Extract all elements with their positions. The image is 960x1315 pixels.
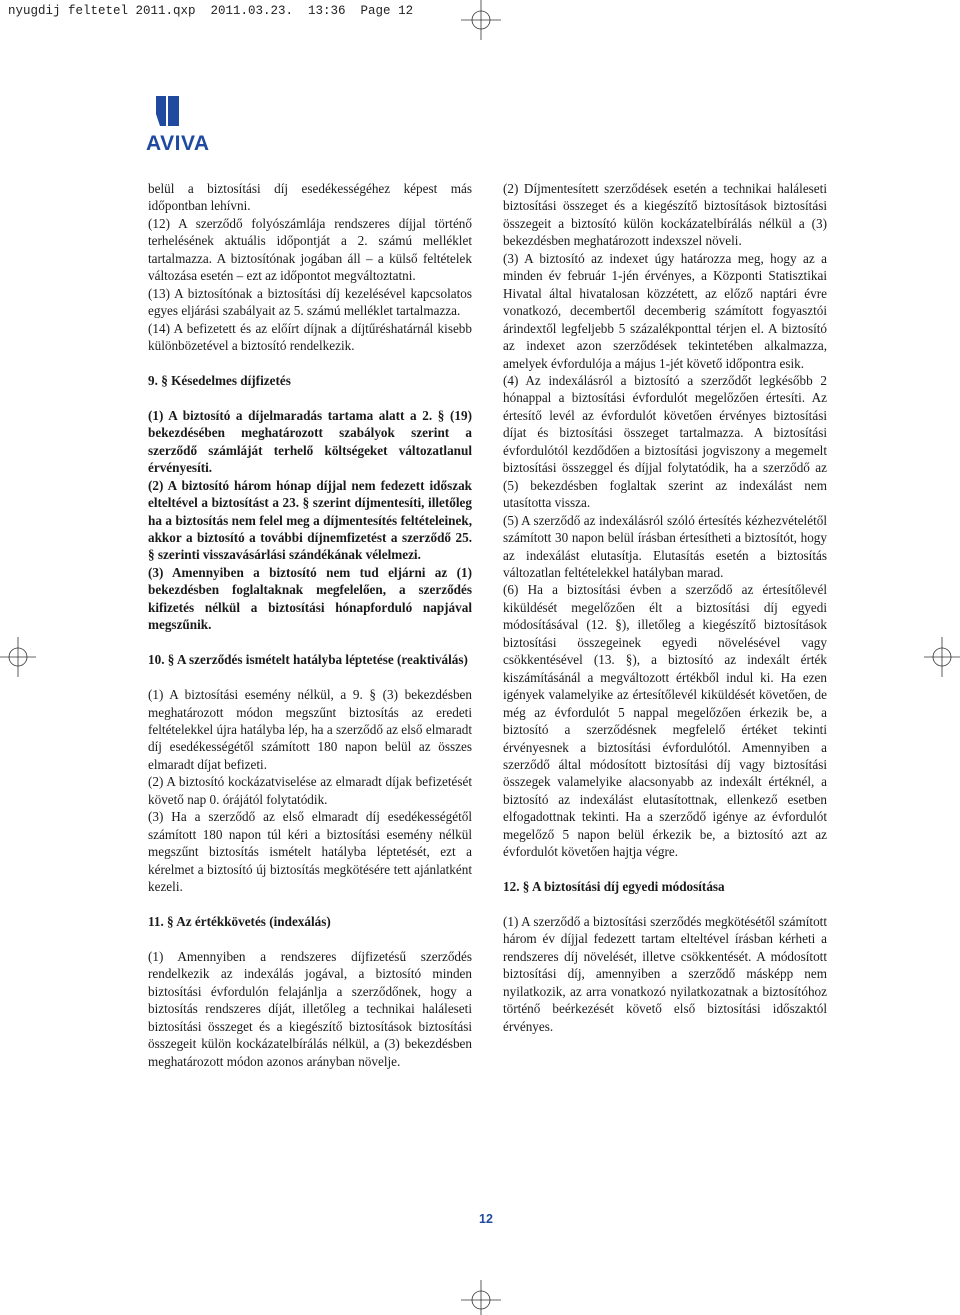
paragraph: (2) A biztosító három hónap díjjal nem fedezett időszak elteltével a biztosítást a 23. § szerint díjmentesíti, illetőleg ha a biztosítás nem felel meg a díjmentesítés feltételeinek, akkor a biztosító a további díjnemfizetést a szerződő 25. § szerinti visszavásárlási szándékának vélelmezi. [148, 477, 472, 563]
spacer [148, 896, 472, 913]
section-heading: 9. § Késedelmes díjfizetés [148, 372, 291, 388]
paragraph: (1) A biztosítási esemény nélkül, a 9. § (3) bekezdésben meghatározott módon megszűnt biztosítás az eredeti feltételekkel újra hatályba lép, ha a szerződő az első elmaradt díj esedékességétől számított 180 napon belül az összes elmaradt díjat befizeti. [148, 687, 472, 772]
logo-text: AVIVA [146, 132, 210, 155]
section-heading: 11. § Az értékkövetés (indexálás) [148, 913, 331, 929]
paragraph: (4) Az indexálásról a biztosító a szerződőt legkésőbb 2 hónappal a biztosítási évfordulót megelőzően értesíti. Az értesítő levél az évfordulót követően érvényes biztosítási díjat és biztosítási összeget tartalmazza. A biztosítási évfordulótól kezdődően a biztosítási jogviszony a megemelt biztosítási összeggel és díjjal folytatódik, ha a szerződő az (5) bekezdésben foglaltak szerint az indexálást nem utasította vissza. [503, 372, 827, 511]
paragraph: belül a biztosítási díj esedékességéhez képest más időpontban lehívni. [148, 181, 472, 214]
page-number: 12 [479, 1212, 493, 1226]
section-heading: 10. § A szerződés ismételt hatályba léptetése (reaktiválás) [148, 652, 468, 668]
spacer [148, 389, 472, 406]
registration-mark-bottom [461, 1280, 501, 1315]
paragraph: (3) A biztosító az indexet úgy határozza meg, hogy az a minden év február 1-jén érvényes, a Központi Statisztikai Hivatal által hivatalosan közzétett, az előző naptári évre vonatkozó, decembertől decemberig számított fogyasztói árindextől legfeljebb 5 százalékponttal térjen el. A biztosító az indexet azon szerződések tekintetében alkalmazza, amelyek évfordulója a május 1-jét követő időpontra esik. [503, 250, 827, 371]
spacer [148, 634, 472, 651]
spacer [503, 896, 827, 913]
paragraph: (6) Ha a biztosítási évben a szerződő az értesítőlevél kiküldését megelőzően élt a biztosítási díj egyedi módosításával (12. §), illetőleg a kiegészítő biztosítások biztosítási összegeinek egyedi növelésével vagy csökkentésével (13. §), a biztosító az indexált érték kiszámításánál a megváltozott értékből indul ki. Ha ezen igények valamelyike az értesítőlevél kiküldését követően, de még az évfordulót 5 nappal megelőzően érkezik be, a biztosító a szerződésnek megfelelő értéket tekinti érvényesnek a biztosítási évfordulótól. Amennyiben a szerződő által módosított biztosítási díj vagy biztosítási összegek valamelyike alacsonyabb az indexált értéknél, a biztosító az indexálást elutasítottnak, ellenkező esetben elfogadottnak tekinti. Ha a szerződő igénye az évfordulót megelőző 5 napon belül érkezik be, a biztosító azt az évfordulót követően hajtja végre. [503, 582, 827, 860]
paragraph: (1) A biztosító a díjelmaradás tartama alatt a 2. § (19) bekezdésében meghatározott szabályok szerint a szerződő számláját terhelő költségeket változatlanul érvényesíti. [148, 407, 472, 476]
spacer [503, 861, 827, 878]
left-column [148, 180, 472, 1070]
paragraph: (14) A befizetett és az előírt díjnak a díjtűréshatárnál kisebb különbözetével a biztosító rendelkezik. [148, 320, 472, 354]
paragraph: (3) Ha a szerződő az első elmaradt díj esedékességétől számított 180 napon túl kéri a biztosítási esemény nélkül megszűnt biztosítás ismételt hatályba léptetését, ezt a kérelmet a biztosító új biztosítás megkötésére tett ajánlatként kezeli. [148, 809, 472, 895]
spacer [148, 930, 472, 947]
paragraph: (1) Amennyiben a rendszeres díjfizetésű szerződés rendelkezik az indexálás jogával, a biztosító minden biztosítási évfordulón felajánlja a szerződőnek, hogy a biztosítás rendszeres díját, illetőleg a technikai haláleseti biztosítási összeget és a kiegészítő biztosítások biztosítási összegeit külön kockázatelbírálás nélkül, a (3) bekezdésben meghatározott módon azonos arányban növelje. [148, 948, 472, 1069]
paragraph: (3) Amennyiben a biztosító nem tud eljárni az (1) bekezdésben foglaltaknak megfelelően, a szerződés kifizetés nélkül a biztosítási hónapforduló napjával megszűnik. [148, 564, 472, 633]
paragraph: (1) A szerződő a biztosítási szerződés megkötésétől számított három év díjjal fedezett tartam elteltével írásban kérheti a rendszeres díj növelését, illetve csökkentését. A módosított biztosítási díj, amennyiben a szerződő másképp nem nyilatkozik, az arra vonatkozó nyilatkozatnak a biztosítóhoz történő beérkezését követő első biztosítási időszaktól érvényes. [503, 914, 827, 1034]
paragraph: (12) A szerződő folyószámlája rendszeres díjjal történő terhelésének aktuális időpontját a 2. számú melléklet tartalmazza. A biztosítónak jogában áll – a külső feltételek változása esetén – ezt az időpontot megváltoztatni. [148, 215, 472, 284]
aviva-logo [146, 96, 224, 154]
spacer [148, 669, 472, 686]
right-column [503, 180, 827, 1035]
print-slug: nyugdij feltetel 2011.qxp 2011.03.23. 13:36 Page 12 [8, 4, 414, 18]
paragraph: (5) A szerződő az indexálásról szóló értesítés kézhezvételétől számított 30 napon belül írásban értesítheti a biztosítót, hogy az indexálást elutasítja. Elutasítás esetén a biztosítás változatlan feltételekkel hatályban marad. [503, 512, 827, 580]
paragraph: (2) A biztosító kockázatviselése az elmaradt díjak befizetését követő nap 0. órájától folytatódik. [148, 774, 472, 807]
paragraph: (2) Díjmentesített szerződések esetén a technikai haláleseti biztosítási összeget és a kiegészítő biztosítások biztosítási összegeit a biztosító külön kockázatelbírálás nélkül a (3) bekezdésben meghatározott indexszel növeli. [503, 181, 827, 249]
registration-mark-right [924, 637, 960, 677]
spacer [148, 355, 472, 372]
registration-mark-top [461, 0, 501, 40]
section-heading: 12. § A biztosítási díj egyedi módosítása [503, 879, 725, 895]
aviva-flag-icon [146, 96, 182, 126]
paragraph: (13) A biztosítónak a biztosítási díj kezelésével kapcsolatos egyes eljárási szabályait az 5. számú melléklet tartalmazza. [148, 285, 472, 319]
registration-mark-left [0, 637, 36, 677]
